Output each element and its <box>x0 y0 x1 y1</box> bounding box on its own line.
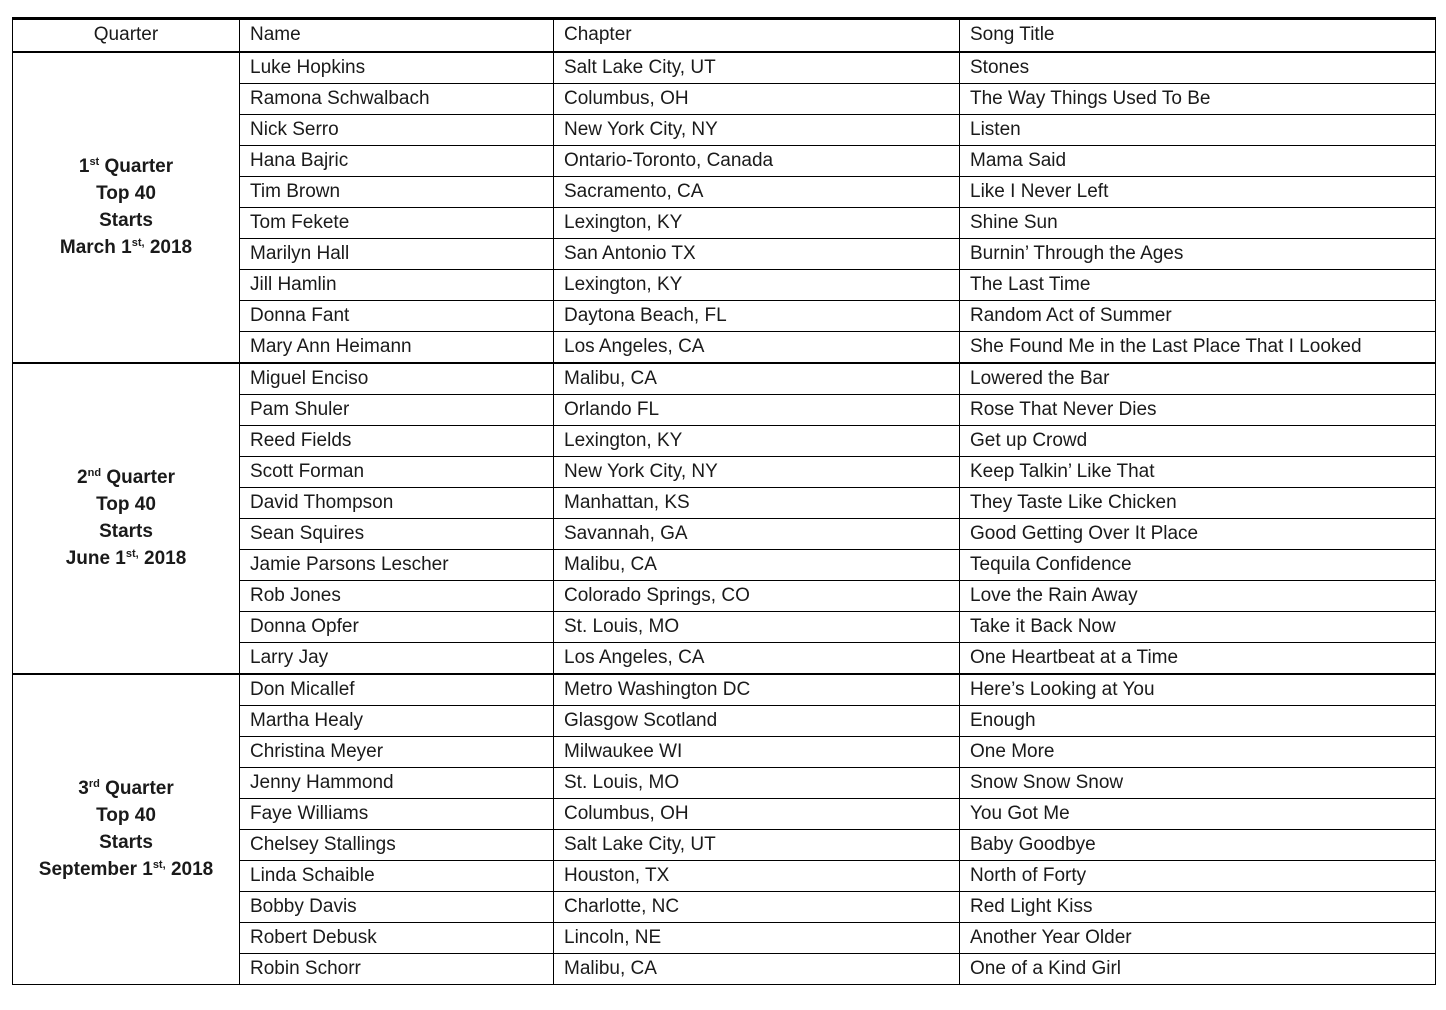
table-header <box>13 19 1436 52</box>
name-cell: Donna Opfer <box>240 611 554 642</box>
chapter-cell: Sacramento, CA <box>554 176 960 207</box>
start-date-suffix: st, <box>131 237 145 249</box>
start-date-suffix: st, <box>125 548 139 560</box>
start-date-month: March 1 <box>59 237 132 258</box>
chapter-cell: Lexington, KY <box>554 269 960 300</box>
chapter-cell: New York City, NY <box>554 456 960 487</box>
name-cell: Nick Serro <box>240 114 554 145</box>
song-title-cell: Rose That Never Dies <box>960 394 1436 425</box>
name-cell: Reed Fields <box>240 425 554 456</box>
quarter-top40-text: Top 40 <box>96 183 156 204</box>
start-date-year: 2018 <box>144 548 187 569</box>
chapter-cell: Manhattan, KS <box>554 487 960 518</box>
name-cell: Faye Williams <box>240 798 554 829</box>
chapter-cell: St. Louis, MO <box>554 611 960 642</box>
quarter-number: 1 <box>78 156 90 177</box>
chapter-cell: Savannah, GA <box>554 518 960 549</box>
name-cell: Donna Fant <box>240 300 554 331</box>
song-title-cell: Like I Never Left <box>960 176 1436 207</box>
name-cell: Bobby Davis <box>240 891 554 922</box>
name-cell: Marilyn Hall <box>240 238 554 269</box>
start-date-year: 2018 <box>170 859 214 880</box>
chapter-cell: Lincoln, NE <box>554 922 960 953</box>
song-title-cell: Red Light Kiss <box>960 891 1436 922</box>
table-body <box>13 52 1436 985</box>
song-title-cell: Baby Goodbye <box>960 829 1436 860</box>
name-cell: Jenny Hammond <box>240 767 554 798</box>
quarter-number: 2 <box>77 467 88 488</box>
chapter-cell: St. Louis, MO <box>554 767 960 798</box>
song-title-cell: One More <box>960 736 1436 767</box>
name-cell: Jill Hamlin <box>240 269 554 300</box>
song-title-cell: Good Getting Over It Place <box>960 518 1436 549</box>
quarter-ordinal-suffix: st <box>89 156 100 168</box>
name-cell: Mary Ann Heimann <box>240 331 554 363</box>
chapter-cell: Columbus, OH <box>554 83 960 114</box>
chapter-cell: Los Angeles, CA <box>554 642 960 674</box>
name-cell: Pam Shuler <box>240 394 554 425</box>
song-title-cell: Burnin’ Through the Ages <box>960 238 1436 269</box>
quarter-word: Quarter <box>104 156 174 177</box>
name-cell: Tim Brown <box>240 176 554 207</box>
chapter-cell: Glasgow Scotland <box>554 705 960 736</box>
start-date-suffix: st, <box>152 859 166 871</box>
quarter-top40-text: Top 40 <box>96 805 156 826</box>
header-row <box>13 19 1436 52</box>
quarter-top40-text: Top 40 <box>96 494 156 515</box>
chapter-cell: San Antonio TX <box>554 238 960 269</box>
name-cell: Rob Jones <box>240 580 554 611</box>
song-title-cell: North of Forty <box>960 860 1436 891</box>
quarter-ordinal-suffix: rd <box>88 778 100 790</box>
quarter-title <box>17 153 235 180</box>
start-date-year: 2018 <box>149 237 193 258</box>
quarter-start-date <box>17 856 235 883</box>
name-cell: Luke Hopkins <box>240 52 554 84</box>
song-title-cell: Stones <box>960 52 1436 84</box>
start-date-month: September 1 <box>38 859 153 880</box>
song-title-cell: Get up Crowd <box>960 425 1436 456</box>
chapter-cell: Metro Washington DC <box>554 674 960 706</box>
chapter-cell: Lexington, KY <box>554 425 960 456</box>
song-title-cell: Shine Sun <box>960 207 1436 238</box>
name-cell: Hana Bajric <box>240 145 554 176</box>
song-title-cell: One Heartbeat at a Time <box>960 642 1436 674</box>
chapter-cell: Salt Lake City, UT <box>554 52 960 84</box>
quarter-starts-text: Starts <box>99 210 153 231</box>
header-song-title: Song Title <box>960 19 1436 52</box>
chapter-cell: Malibu, CA <box>554 549 960 580</box>
name-cell: Miguel Enciso <box>240 363 554 395</box>
song-title-cell: One of a Kind Girl <box>960 953 1436 984</box>
chapter-cell: Milwaukee WI <box>554 736 960 767</box>
quarter-word: Quarter <box>106 467 175 488</box>
quarter-title <box>17 775 235 802</box>
song-title-cell: Random Act of Summer <box>960 300 1436 331</box>
name-cell: Don Micallef <box>240 674 554 706</box>
quarter-number: 3 <box>78 778 89 799</box>
quarter-label <box>13 363 240 674</box>
chapter-cell: New York City, NY <box>554 114 960 145</box>
song-title-cell: They Taste Like Chicken <box>960 487 1436 518</box>
song-title-cell: Take it Back Now <box>960 611 1436 642</box>
header-name: Name <box>240 19 554 52</box>
name-cell: Tom Fekete <box>240 207 554 238</box>
song-title-cell: Listen <box>960 114 1436 145</box>
chapter-cell: Daytona Beach, FL <box>554 300 960 331</box>
song-title-cell: She Found Me in the Last Place That I Looked <box>960 331 1436 363</box>
name-cell: Jamie Parsons Lescher <box>240 549 554 580</box>
song-title-cell: Another Year Older <box>960 922 1436 953</box>
quarter-label <box>13 674 240 985</box>
quarter-title <box>17 464 235 491</box>
song-title-cell: Lowered the Bar <box>960 363 1436 395</box>
table-row <box>13 674 1436 706</box>
song-title-cell: Tequila Confidence <box>960 549 1436 580</box>
header-quarter: Quarter <box>13 19 240 52</box>
song-title-cell: Here’s Looking at You <box>960 674 1436 706</box>
name-cell: Ramona Schwalbach <box>240 83 554 114</box>
name-cell: Sean Squires <box>240 518 554 549</box>
song-title-cell: Mama Said <box>960 145 1436 176</box>
chapter-cell: Houston, TX <box>554 860 960 891</box>
chapter-cell: Ontario-Toronto, Canada <box>554 145 960 176</box>
table-row <box>13 52 1436 84</box>
name-cell: Chelsey Stallings <box>240 829 554 860</box>
name-cell: Robin Schorr <box>240 953 554 984</box>
quarter-starts-text: Starts <box>99 521 153 542</box>
top40-schedule-table <box>12 17 1436 985</box>
song-title-cell: The Way Things Used To Be <box>960 83 1436 114</box>
chapter-cell: Malibu, CA <box>554 953 960 984</box>
chapter-cell: Los Angeles, CA <box>554 331 960 363</box>
chapter-cell: Charlotte, NC <box>554 891 960 922</box>
quarter-ordinal-suffix: nd <box>87 467 102 479</box>
quarter-start-date <box>17 545 235 572</box>
song-title-cell: You Got Me <box>960 798 1436 829</box>
song-title-cell: Enough <box>960 705 1436 736</box>
name-cell: Scott Forman <box>240 456 554 487</box>
header-chapter: Chapter <box>554 19 960 52</box>
table-row <box>13 363 1436 395</box>
chapter-cell: Colorado Springs, CO <box>554 580 960 611</box>
start-date-month: June 1 <box>65 548 126 569</box>
chapter-cell: Salt Lake City, UT <box>554 829 960 860</box>
song-title-cell: The Last Time <box>960 269 1436 300</box>
chapter-cell: Orlando FL <box>554 394 960 425</box>
name-cell: David Thompson <box>240 487 554 518</box>
chapter-cell: Malibu, CA <box>554 363 960 395</box>
song-title-cell: Love the Rain Away <box>960 580 1436 611</box>
song-title-cell: Snow Snow Snow <box>960 767 1436 798</box>
chapter-cell: Columbus, OH <box>554 798 960 829</box>
song-title-cell: Keep Talkin’ Like That <box>960 456 1436 487</box>
chapter-cell: Lexington, KY <box>554 207 960 238</box>
quarter-start-date <box>17 234 235 261</box>
name-cell: Robert Debusk <box>240 922 554 953</box>
name-cell: Martha Healy <box>240 705 554 736</box>
quarter-word: Quarter <box>105 778 174 799</box>
name-cell: Larry Jay <box>240 642 554 674</box>
name-cell: Christina Meyer <box>240 736 554 767</box>
quarter-starts-text: Starts <box>99 832 153 853</box>
quarter-label <box>13 52 240 363</box>
name-cell: Linda Schaible <box>240 860 554 891</box>
